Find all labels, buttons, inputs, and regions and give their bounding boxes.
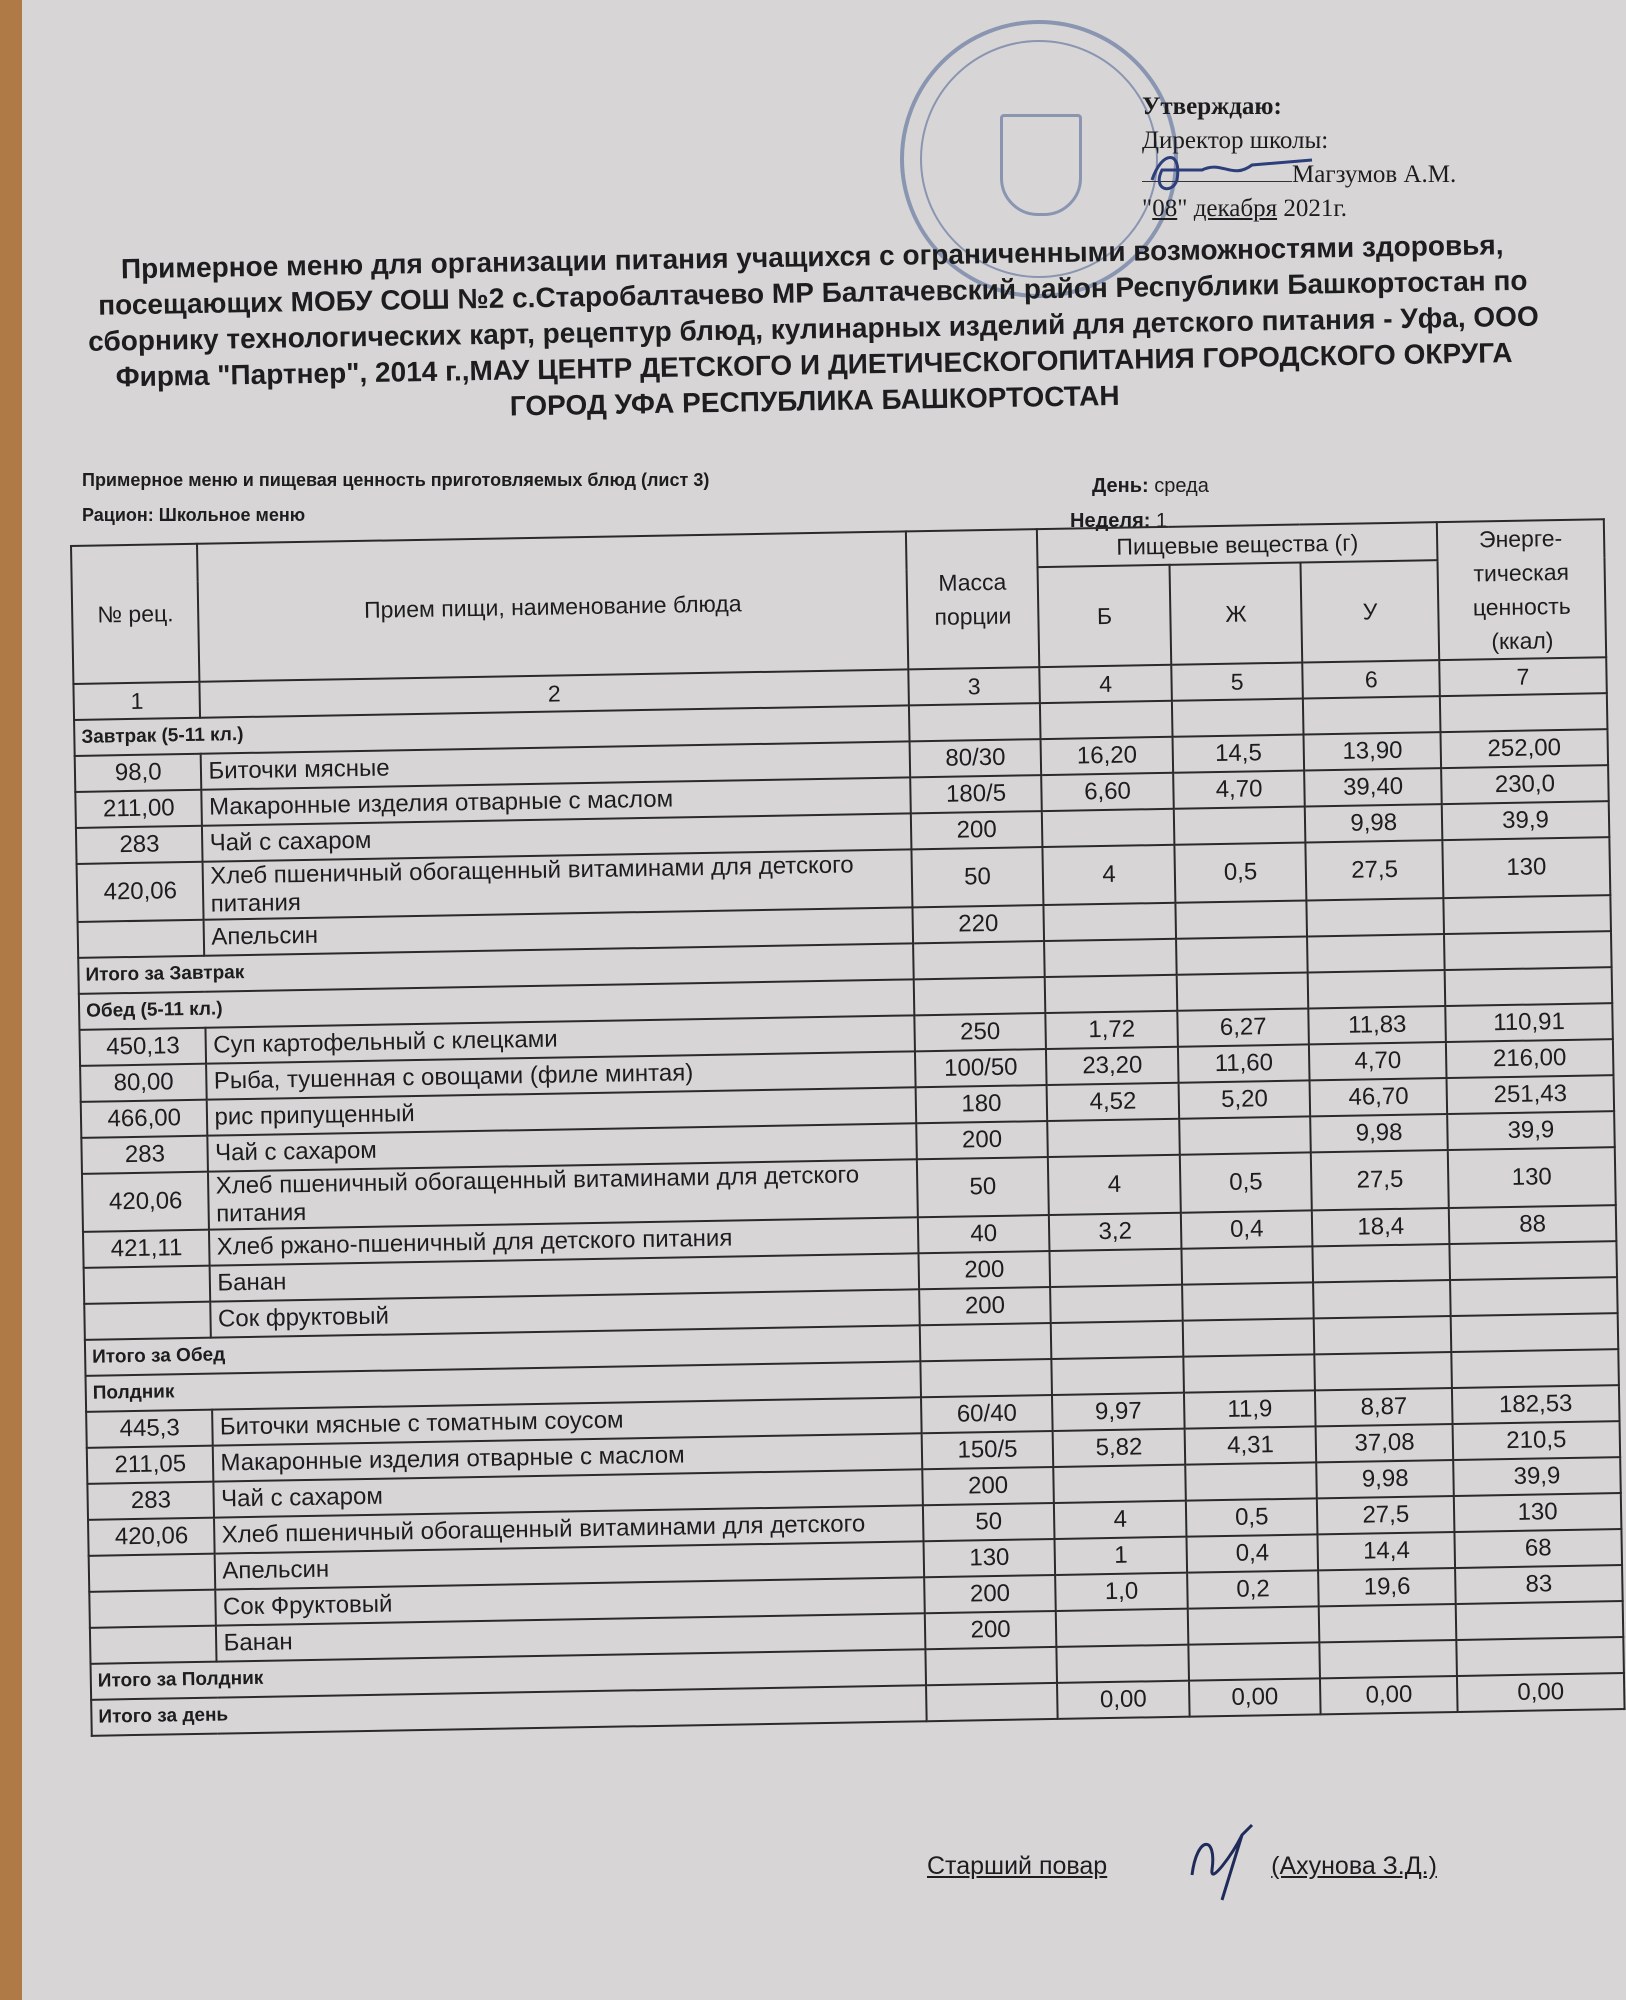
dish-cell: Банан [210, 1253, 919, 1301]
dish-cell: Макаронные изделия отварные с маслом [202, 777, 911, 825]
rec-cell: 445,3 [86, 1410, 213, 1448]
dish-cell: Хлеб пшеничный обогащенный витаминами для детского питания [208, 1159, 917, 1229]
carb-cell: 9,98 [1317, 1460, 1454, 1498]
rec-cell: 420,06 [82, 1172, 209, 1232]
carb-cell [1313, 1280, 1450, 1318]
energy-cell: 210,5 [1453, 1421, 1621, 1460]
energy-cell: 39,9 [1447, 1111, 1615, 1150]
empty-cell [1445, 967, 1613, 1006]
carb-cell: 19,6 [1318, 1568, 1455, 1606]
fat-cell: 11,60 [1178, 1044, 1310, 1082]
empty-cell [1308, 970, 1445, 1008]
dish-cell: Биточки мясные с томатным соусом [213, 1397, 922, 1445]
day-value: среда [1154, 475, 1209, 497]
energy-cell: 39,9 [1453, 1457, 1621, 1496]
col-num: 7 [1439, 657, 1607, 696]
dish-cell: Хлеб пшеничный обогащенный витаминами для детского питания [203, 849, 912, 919]
fat-cell [1188, 1606, 1320, 1644]
fat-cell [1185, 1462, 1317, 1500]
empty-cell [920, 1359, 1052, 1397]
fat-cell [1182, 1282, 1314, 1320]
rec-cell: 420,06 [88, 1518, 215, 1556]
cook-name: (Ахунова З.Д.) [1271, 1852, 1437, 1880]
empty-cell [1451, 1313, 1619, 1352]
col-num: 4 [1040, 665, 1172, 703]
carb-cell [1319, 1604, 1456, 1642]
empty-cell [1183, 1354, 1315, 1392]
mass-cell: 180 [915, 1085, 1047, 1123]
empty-cell [1444, 931, 1612, 970]
date-month: декабря [1193, 195, 1278, 222]
empty-cell [925, 1647, 1057, 1685]
mass-cell: 200 [919, 1287, 1051, 1325]
fat-cell: 0,5 [1186, 1498, 1318, 1536]
carb-cell: 14,4 [1318, 1532, 1455, 1570]
energy-cell: 130 [1442, 837, 1610, 898]
mass-cell: 200 [922, 1467, 1054, 1505]
energy-cell: 130 [1448, 1147, 1616, 1208]
week-label: Неделя: [1070, 510, 1151, 532]
empty-cell [1045, 975, 1177, 1013]
empty-cell [1188, 1642, 1320, 1680]
menu-table [70, 518, 1626, 1737]
protein-cell: 1 [1055, 1537, 1187, 1575]
total-label: Итого за день [91, 1685, 926, 1736]
dish-cell: Биточки мясные [201, 741, 910, 789]
rec-cell: 211,00 [75, 790, 202, 828]
section-title: Обед (5-11 кл.) [79, 979, 914, 1030]
empty-cell [1183, 1318, 1315, 1356]
energy-cell [1450, 1277, 1618, 1316]
dish-cell: Суп картофельный с клецками [206, 1015, 915, 1063]
carb-cell [1307, 898, 1444, 936]
carb-cell: 9,98 [1305, 804, 1442, 842]
fat-cell [1179, 1116, 1311, 1154]
empty-cell [1315, 1352, 1452, 1390]
approval-position: Директор школы: [1142, 127, 1329, 154]
col-mass: Масса порции [906, 529, 1040, 669]
ration: Рацион: Школьное меню [82, 505, 306, 525]
mass-cell: 250 [914, 1013, 1046, 1051]
fat-cell: 5,20 [1178, 1080, 1310, 1118]
empty-cell [1314, 1316, 1451, 1354]
mass-cell: 200 [918, 1251, 1050, 1289]
section-title: Полдник [86, 1361, 921, 1412]
empty-cell [1040, 701, 1172, 739]
week-value: 1 [1155, 510, 1168, 532]
empty-cell [926, 1683, 1058, 1721]
dish-cell: Апельсин [215, 1541, 924, 1589]
rec-cell [89, 1590, 216, 1628]
empty-cell [1451, 1349, 1619, 1388]
empty-cell [1044, 939, 1176, 977]
col-u: У [1301, 560, 1439, 663]
mass-cell: 80/30 [909, 739, 1041, 777]
col-num: 1 [73, 682, 200, 720]
protein-cell: 1,0 [1055, 1573, 1187, 1611]
fat-cell: 0,4 [1181, 1210, 1313, 1248]
dish-cell: Чай с сахаром [208, 1123, 917, 1171]
director-signature [1142, 140, 1322, 200]
dish-cell: Апельсин [204, 907, 913, 955]
empty-cell [1176, 936, 1308, 974]
rec-cell: 98,0 [75, 754, 202, 792]
energy-cell: 68 [1454, 1529, 1622, 1568]
energy-cell: 130 [1454, 1493, 1622, 1532]
rec-cell: 211,05 [87, 1446, 214, 1484]
carb-cell: 9,98 [1311, 1114, 1448, 1152]
empty-cell [1303, 696, 1440, 734]
protein-cell: 4,52 [1047, 1083, 1179, 1121]
carb-cell: 13,90 [1304, 732, 1441, 770]
cook-signature [1172, 1815, 1282, 1905]
fat-cell: 6,27 [1177, 1008, 1309, 1046]
col-num: 5 [1171, 663, 1303, 701]
col-nutrients: Пищевые вещества (г) [1037, 522, 1437, 567]
fat-cell: 4,31 [1184, 1426, 1316, 1464]
protein-cell [1050, 1285, 1182, 1323]
empty-cell [909, 703, 1041, 741]
mass-cell: 100/50 [915, 1049, 1047, 1087]
dish-cell: Сок Фруктовый [216, 1577, 925, 1625]
rec-cell: 420,06 [77, 862, 204, 922]
mass-cell: 200 [925, 1611, 1057, 1649]
total-label: Итого за Завтрак [78, 943, 913, 994]
energy-cell: 230,0 [1441, 765, 1609, 804]
empty-cell [1057, 1645, 1189, 1683]
carb-cell [1313, 1244, 1450, 1282]
mass-cell: 40 [918, 1215, 1050, 1253]
empty-cell [1456, 1637, 1624, 1676]
fat-cell: 14,5 [1172, 734, 1304, 772]
protein-cell [1044, 903, 1176, 941]
protein-cell: 4 [1043, 845, 1176, 905]
energy-cell: 83 [1455, 1565, 1623, 1604]
rec-cell: 283 [87, 1482, 214, 1520]
energy-cell: 251,43 [1446, 1075, 1614, 1114]
fat-cell: 0,4 [1186, 1534, 1318, 1572]
day-total-fat: 0,00 [1189, 1678, 1321, 1716]
dish-cell: Банан [216, 1613, 925, 1661]
total-label: Итого за Полдник [91, 1649, 926, 1700]
dish-cell: Хлеб пшеничный обогащенный витаминами для детского [214, 1505, 923, 1553]
energy-cell [1449, 1241, 1617, 1280]
rec-cell [90, 1626, 217, 1664]
empty-cell [1440, 693, 1608, 732]
carb-cell: 27,5 [1317, 1496, 1454, 1534]
protein-cell: 4 [1048, 1155, 1181, 1215]
fat-cell: 0,2 [1187, 1570, 1319, 1608]
energy-cell: 88 [1449, 1205, 1617, 1244]
dish-cell: рис припущенный [207, 1087, 916, 1135]
protein-cell: 3,2 [1049, 1213, 1181, 1251]
col-rec: № рец. [71, 544, 200, 684]
date-day: 08 [1152, 195, 1178, 222]
document-title: Примерное меню для организации питания учащихся с ограниченными возможностями здоровья, посещающих МОБУ СОШ №2 с.Старобалтачево МР Балтачевский район Республики Башкортостан по сборнику технологических карт, рецептур блюд, кулинарных изделий для детского питания - Уфа, ООО Фирма "Партнер", 2014 г.,МАУ ЦЕНТР ДЕТСКОГО И ДИЕТИЧЕСКОГОПИТАНИЯ ГОРОДСКОГО ОКРУГА ГОРОД УФА РЕСПУБЛИКА БАШКОРТОСТАН [87, 229, 1539, 422]
carb-cell: 11,83 [1309, 1006, 1446, 1044]
empty-cell [1307, 934, 1444, 972]
protein-cell [1056, 1609, 1188, 1647]
approval-heading: Утверждаю: [1142, 93, 1282, 120]
approval-date: "08" декабря 2021г. [1142, 195, 1348, 222]
dish-cell: Макаронные изделия отварные с маслом [213, 1433, 922, 1481]
day-total-protein: 0,00 [1057, 1681, 1189, 1719]
rec-cell [84, 1302, 211, 1340]
protein-cell: 9,97 [1052, 1393, 1184, 1431]
protein-cell [1054, 1465, 1186, 1503]
carb-cell: 39,40 [1305, 768, 1442, 806]
empty-cell [1320, 1640, 1457, 1678]
rec-cell: 466,00 [81, 1100, 208, 1138]
empty-cell [1172, 699, 1304, 737]
carb-cell: 27,5 [1311, 1150, 1449, 1210]
protein-cell: 4 [1054, 1501, 1186, 1539]
day-info [1092, 475, 1209, 498]
rec-cell: 283 [76, 826, 203, 864]
mass-cell: 200 [916, 1121, 1048, 1159]
protein-cell [1048, 1119, 1180, 1157]
director-name: Магзумов А.М. [1292, 161, 1457, 188]
mass-cell: 50 [911, 847, 1044, 907]
dish-cell: Сок фруктовый [211, 1289, 920, 1337]
col-b: Б [1038, 564, 1171, 667]
col-num: 2 [200, 669, 909, 717]
rec-cell [84, 1266, 211, 1304]
dish-cell: Хлеб ржано-пшеничный для детского питания [209, 1217, 918, 1265]
day-label: День: [1092, 475, 1149, 497]
protein-cell [1042, 809, 1174, 847]
mass-cell: 180/5 [910, 775, 1042, 813]
carb-cell: 4,70 [1309, 1042, 1446, 1080]
fat-cell [1175, 900, 1307, 938]
carb-cell: 37,08 [1316, 1424, 1453, 1462]
energy-cell [1443, 895, 1611, 934]
col-dish: Прием пищи, наименование блюда [197, 531, 908, 681]
fat-cell [1174, 806, 1306, 844]
rec-cell: 283 [81, 1136, 208, 1174]
mass-cell: 60/40 [921, 1395, 1053, 1433]
protein-cell [1050, 1249, 1182, 1287]
carb-cell: 18,4 [1312, 1208, 1449, 1246]
empty-cell [913, 941, 1045, 979]
carb-cell: 27,5 [1306, 840, 1444, 900]
energy-cell: 216,00 [1446, 1039, 1614, 1078]
mass-cell: 200 [911, 811, 1043, 849]
protein-cell: 16,20 [1041, 737, 1173, 775]
day-total-carb: 0,00 [1320, 1676, 1457, 1714]
protein-cell: 6,60 [1041, 773, 1173, 811]
empty-cell [1051, 1321, 1183, 1359]
empty-cell [920, 1323, 1052, 1361]
rec-cell: 421,11 [83, 1230, 210, 1268]
energy-cell: 110,91 [1445, 1003, 1613, 1042]
date-year: 2021г. [1283, 195, 1348, 222]
energy-cell: 182,53 [1452, 1385, 1620, 1424]
mass-cell: 220 [912, 905, 1044, 943]
carb-cell: 8,87 [1315, 1388, 1452, 1426]
empty-cell [1177, 972, 1309, 1010]
empty-cell [914, 977, 1046, 1015]
col-num: 3 [908, 667, 1040, 705]
rec-cell: 80,00 [80, 1064, 207, 1102]
dish-cell: Чай с сахаром [214, 1469, 923, 1517]
energy-cell: 252,00 [1440, 729, 1608, 768]
fat-cell [1181, 1246, 1313, 1284]
section-title: Завтрак (5-11 кл.) [74, 705, 909, 756]
cook-role: Старший повар [927, 1852, 1108, 1880]
rec-cell [78, 920, 205, 958]
day-total-energy: 0,00 [1457, 1673, 1625, 1712]
rec-cell: 450,13 [79, 1028, 206, 1066]
empty-cell [1052, 1357, 1184, 1395]
menu-sheet [22, 0, 1626, 2000]
dish-cell: Рыба, тушенная с овощами (филе минтая) [207, 1051, 916, 1099]
total-label: Итого за Обед [85, 1325, 920, 1376]
rec-cell [89, 1554, 216, 1592]
fat-cell: 4,70 [1173, 770, 1305, 808]
energy-cell: 39,9 [1442, 801, 1610, 840]
fat-cell: 0,5 [1174, 842, 1307, 902]
energy-cell [1456, 1601, 1624, 1640]
mass-cell: 150/5 [921, 1431, 1053, 1469]
dish-cell: Чай с сахаром [202, 813, 911, 861]
subtitle: Примерное меню и пищевая ценность приготовляемых блюд (лист 3) [82, 470, 710, 490]
fat-cell: 11,9 [1184, 1390, 1316, 1428]
col-energy: Энерге- тическая ценность (ккал) [1437, 519, 1606, 660]
mass-cell: 50 [917, 1157, 1050, 1217]
protein-cell: 5,82 [1053, 1429, 1185, 1467]
fat-cell: 0,5 [1180, 1152, 1313, 1212]
col-zh: Ж [1169, 562, 1302, 665]
stamp-emblem-icon [1000, 114, 1082, 216]
protein-cell: 1,72 [1046, 1011, 1178, 1049]
mass-cell: 130 [923, 1539, 1055, 1577]
carb-cell: 46,70 [1310, 1078, 1447, 1116]
mass-cell: 50 [923, 1503, 1055, 1541]
protein-cell: 23,20 [1046, 1047, 1178, 1085]
col-num: 6 [1303, 660, 1440, 698]
mass-cell: 200 [924, 1575, 1056, 1613]
